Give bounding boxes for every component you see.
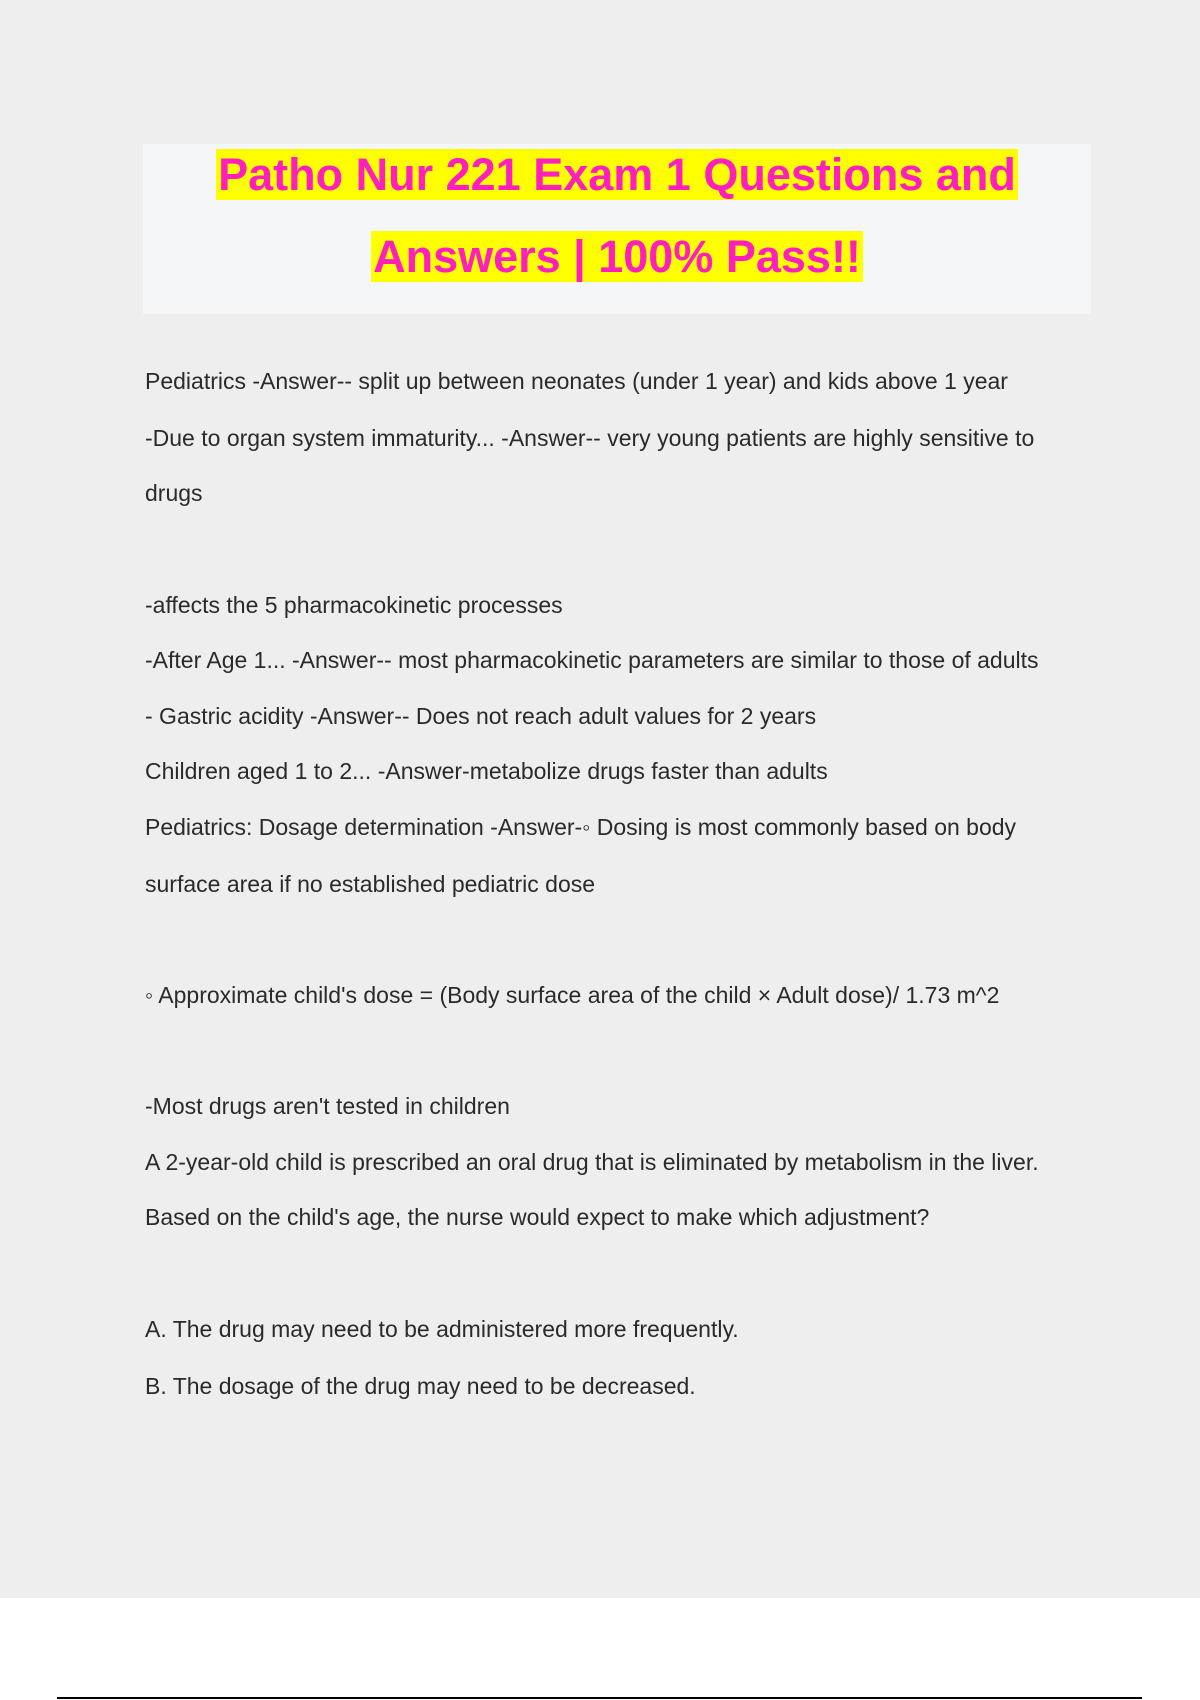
text-line: -Due to organ system immaturity... -Answer-- very young patients are highly sensitive to xyxy=(145,425,1035,451)
text-line: Pediatrics: Dosage determination -Answer-◦ Dosing is most commonly based on body xyxy=(145,814,1017,840)
text-line: B. The dosage of the drug may need to be decreased. xyxy=(145,1373,696,1399)
footer-divider xyxy=(57,1697,1142,1699)
text-line: A. The drug may need to be administered more frequently. xyxy=(145,1316,739,1342)
text-line: ◦ Approximate child's dose = (Body surface area of the child × Adult dose)/ 1.73 m^2 xyxy=(145,982,1000,1008)
document-title-line-1 xyxy=(143,147,1091,203)
title-text-2: Answers | 100% Pass!! xyxy=(373,231,861,282)
title-block xyxy=(143,144,1091,314)
text-line: -After Age 1... -Answer-- most pharmacokinetic parameters are similar to those of adults xyxy=(145,647,1039,673)
text-line: -Most drugs aren't tested in children xyxy=(145,1093,510,1119)
text-line: surface area if no established pediatric dose xyxy=(145,871,596,897)
text-line: -affects the 5 pharmacokinetic processes xyxy=(145,592,563,618)
title-text-1: Patho Nur 221 Exam 1 Questions and xyxy=(218,149,1016,200)
document-title-line-2 xyxy=(143,229,1091,285)
text-line: Based on the child's age, the nurse would expect to make which adjustment? xyxy=(145,1204,930,1230)
text-line: Pediatrics -Answer-- split up between neonates (under 1 year) and kids above 1 year xyxy=(145,368,1008,394)
text-line: A 2-year-old child is prescribed an oral drug that is eliminated by metabolism in the liver. xyxy=(145,1149,1039,1175)
text-line: drugs xyxy=(145,480,203,506)
text-line: Children aged 1 to 2... -Answer-metabolize drugs faster than adults xyxy=(145,758,828,784)
text-line: - Gastric acidity -Answer-- Does not reach adult values for 2 years xyxy=(145,703,817,729)
